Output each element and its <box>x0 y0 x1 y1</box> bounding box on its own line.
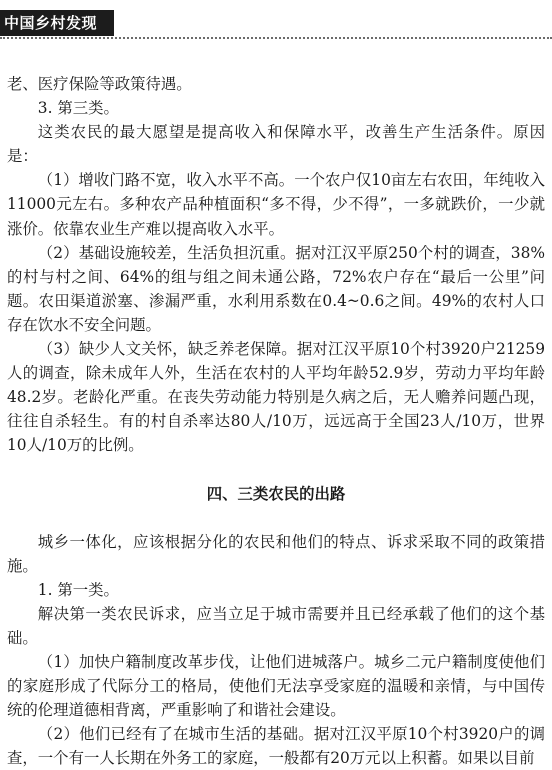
paragraph: 这类农民的最大愿望是提高收入和保障水平，改善生产生活条件。原因是： <box>7 123 545 166</box>
subsection-label: 3. 第三类。 <box>37 99 119 118</box>
paragraph: 老、医疗保险等政策待遇。 <box>7 75 192 93</box>
header-divider <box>0 37 552 39</box>
paragraph: 城乡一体化，应该根据分化的农民和他们的特点、诉求采取不同的政策措施。 <box>7 532 545 575</box>
paragraph: （2）基础设施较差，生活负担沉重。据对江汉平原250个村的调查，38%的村与村之间、64%的组与组之间未通公路，72%农户存在“最后一公里”问题。农田渠道淤塞、渗漏严重，水利用系数在0.4~0.6之间。49%的农村人口存在饮水不安全问题。 <box>7 243 545 334</box>
paragraph: （1）加快户籍制度改革步伐，让他们进城落户。城乡二元户籍制度使他们的家庭形成了代际分工的格局，使他们无法享受家庭的温暖和亲情，与中国传统的伦理道德相背离，严重影响了和谐社会建设。 <box>7 652 545 720</box>
running-header-title: 中国乡村发现 <box>0 10 114 36</box>
paragraph: 解决第一类农民诉求，应当立足于城市需要并且已经承载了他们的这个基础。 <box>7 604 545 647</box>
section-heading: 四、三类农民的出路 <box>206 484 346 503</box>
paragraph: （2）他们已经有了在城市生活的基础。据对江汉平原10个村3920户的调查，一个有一人长期在外务工的家庭，一般都有20万元以上积蓄。如果以目前 <box>7 725 545 768</box>
paragraph: （1）增收门路不宽，收入水平不高。一个农户仅10亩左右农田，年纯收入11000元左右。多种农产品种植面积“多不得，少不得”，一多就跌价，一少就涨价。依靠农业生产难以提高收入水平。 <box>7 171 545 238</box>
subsection-label: 1. 第一类。 <box>37 580 119 599</box>
paragraph: （3）缺少人文关怀，缺乏养老保障。据对江汉平原10个村3920户21259人的调查，除未成年人外，生活在农村的人平均年龄52.9岁，劳动力平均年龄48.2岁。老龄化严重。在丧失劳动能力特别是久病之后，无人赡养问题凸现，往往自杀轻生。有的村自杀率达80人/10万，远远高于全国23人/10万，世界10人/10万的比例。 <box>7 340 545 455</box>
page-body <box>7 72 545 770</box>
